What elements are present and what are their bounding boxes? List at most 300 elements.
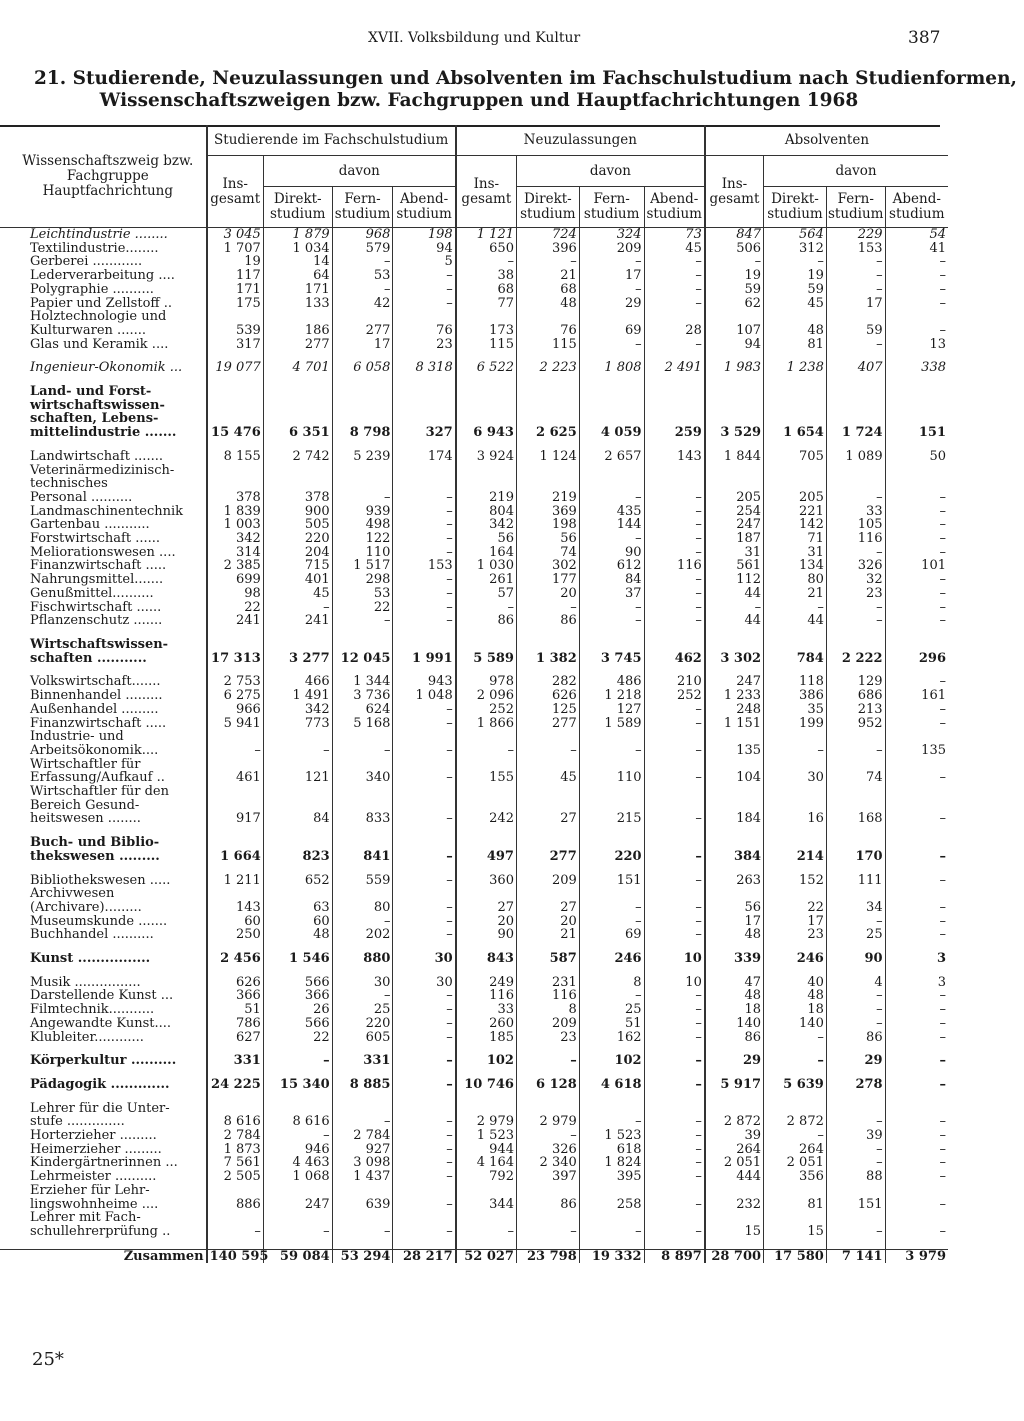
table-cell xyxy=(516,1092,579,1102)
table-cell: 952 xyxy=(826,717,885,731)
table-cell xyxy=(826,385,885,399)
table-cell: 76 xyxy=(516,324,579,338)
table-cell xyxy=(516,412,579,426)
table-cell: – xyxy=(885,1198,948,1212)
table-cell xyxy=(456,628,517,638)
table-cell: 1 866 xyxy=(456,717,517,731)
table-cell: 164 xyxy=(456,546,517,560)
table-row xyxy=(0,361,948,375)
table-cell: 462 xyxy=(644,652,705,666)
table-cell xyxy=(885,1239,948,1250)
table-cell: – xyxy=(332,989,393,1003)
table-cell xyxy=(332,628,393,638)
row-label: Papier und Zellstoff .. xyxy=(30,296,173,311)
subcol-abendstudium: Abend-studium xyxy=(644,187,705,228)
table-cell: 302 xyxy=(516,559,579,573)
table-cell: 566 xyxy=(263,976,332,990)
table-cell: 2 340 xyxy=(516,1156,579,1170)
table-cell xyxy=(393,628,456,638)
table-cell xyxy=(579,375,644,385)
table-cell: – xyxy=(644,614,705,628)
table-row xyxy=(0,758,948,772)
table-cell: 1 030 xyxy=(456,559,517,573)
table-cell xyxy=(263,1211,332,1225)
table-row xyxy=(0,324,948,338)
table-cell: 326 xyxy=(826,559,885,573)
table-cell: 161 xyxy=(885,689,948,703)
table-cell xyxy=(332,1102,393,1116)
table-cell xyxy=(885,785,948,799)
table-cell: – xyxy=(644,928,705,942)
table-cell: 1 238 xyxy=(764,361,827,375)
row-label xyxy=(0,351,207,361)
table-cell: 10 xyxy=(644,952,705,966)
table-cell: – xyxy=(885,1115,948,1129)
table-cell: 17 xyxy=(579,269,644,283)
table-cell: – xyxy=(826,989,885,1003)
table-cell xyxy=(826,758,885,772)
table-cell: – xyxy=(826,1156,885,1170)
table-cell: 21 xyxy=(516,269,579,283)
table-cell: 250 xyxy=(207,928,264,942)
table-cell: 155 xyxy=(456,771,517,785)
subcol-abendstudium: Abend-studium xyxy=(885,187,948,228)
row-label: Kulturwaren ....... xyxy=(30,323,146,338)
table-cell xyxy=(644,1102,705,1116)
table-cell: – xyxy=(332,614,393,628)
table-cell: – xyxy=(644,1198,705,1212)
table-cell: – xyxy=(644,915,705,929)
table-cell xyxy=(207,1184,264,1198)
table-cell: – xyxy=(826,614,885,628)
table-cell: 3 979 xyxy=(885,1249,948,1263)
table-cell: 498 xyxy=(332,518,393,532)
table-cell xyxy=(764,826,827,836)
table-cell: 277 xyxy=(516,717,579,731)
table-cell: 261 xyxy=(456,573,517,587)
table-cell: 3 529 xyxy=(705,426,764,440)
table-cell: – xyxy=(644,703,705,717)
table-cell xyxy=(705,826,764,836)
table-cell: 18 xyxy=(705,1003,764,1017)
spacer-row xyxy=(0,1239,948,1250)
table-cell: 324 xyxy=(579,228,644,242)
table-cell xyxy=(885,836,948,850)
table-cell: 823 xyxy=(263,850,332,864)
table-cell xyxy=(644,477,705,491)
table-cell: 1 664 xyxy=(207,850,264,864)
table-cell: – xyxy=(885,1054,948,1068)
table-cell: 6 128 xyxy=(516,1078,579,1092)
table-cell xyxy=(705,799,764,813)
table-cell: 34 xyxy=(826,901,885,915)
table-cell: 90 xyxy=(579,546,644,560)
row-label xyxy=(0,864,207,874)
table-cell: – xyxy=(705,255,764,269)
subcol-insgesamt: Ins-gesamt xyxy=(705,156,764,228)
table-cell: 6 522 xyxy=(456,361,517,375)
running-head: XVII. Volksbildung und Kultur xyxy=(368,30,581,46)
table-cell: 3 302 xyxy=(705,652,764,666)
table-cell: 50 xyxy=(885,450,948,464)
table-cell: – xyxy=(885,283,948,297)
table-cell: – xyxy=(579,989,644,1003)
table-cell: 7 141 xyxy=(826,1249,885,1263)
table-cell xyxy=(644,785,705,799)
table-cell xyxy=(705,310,764,324)
table-cell: 98 xyxy=(207,587,264,601)
davon-label: davon xyxy=(764,156,948,187)
table-cell xyxy=(207,412,264,426)
table-cell xyxy=(579,799,644,813)
table-cell: – xyxy=(885,928,948,942)
table-cell: 605 xyxy=(332,1031,393,1045)
table-cell: 140 xyxy=(764,1017,827,1031)
table-cell: 4 164 xyxy=(456,1156,517,1170)
table-cell xyxy=(826,826,885,836)
table-cell: 220 xyxy=(579,850,644,864)
table-row xyxy=(0,675,948,689)
table-cell: 22 xyxy=(332,601,393,615)
table-cell: 153 xyxy=(826,242,885,256)
table-cell: 705 xyxy=(764,450,827,464)
table-cell: 118 xyxy=(764,675,827,689)
table-row xyxy=(0,1003,948,1017)
table-cell: 587 xyxy=(516,952,579,966)
table-cell xyxy=(263,1184,332,1198)
row-label: Nahrungsmittel....... xyxy=(30,573,164,587)
table-cell xyxy=(263,799,332,813)
table-row xyxy=(0,1143,948,1157)
table-row xyxy=(0,689,948,703)
table-cell xyxy=(705,375,764,385)
table-cell: 51 xyxy=(579,1017,644,1031)
table-row xyxy=(0,771,948,785)
table-cell xyxy=(516,1211,579,1225)
table-cell: 30 xyxy=(764,771,827,785)
table-cell: 204 xyxy=(263,546,332,560)
table-cell: 2 784 xyxy=(207,1129,264,1143)
table-cell: 102 xyxy=(456,1054,517,1068)
table-cell: 84 xyxy=(579,573,644,587)
table-cell: 48 xyxy=(764,324,827,338)
table-cell: – xyxy=(393,269,456,283)
table-cell: 1 546 xyxy=(263,952,332,966)
table-cell: 1 879 xyxy=(263,228,332,242)
row-label: Leichtindustrie ........ xyxy=(30,227,168,242)
table-cell xyxy=(705,836,764,850)
table-cell xyxy=(207,1211,264,1225)
table-cell xyxy=(644,375,705,385)
table-cell: – xyxy=(885,297,948,311)
table-cell: – xyxy=(885,324,948,338)
table-cell: 1 124 xyxy=(516,450,579,464)
table-cell xyxy=(207,826,264,836)
table-cell: – xyxy=(263,1054,332,1068)
table-cell: 101 xyxy=(885,559,948,573)
row-label: wirtschaftswissen- xyxy=(30,398,165,413)
row-label: Pädagogik ............. xyxy=(30,1077,170,1092)
subcol-abendstudium: Abend-studium xyxy=(393,187,456,228)
table-cell xyxy=(644,887,705,901)
table-cell: 686 xyxy=(826,689,885,703)
table-cell xyxy=(516,375,579,385)
table-cell xyxy=(332,375,393,385)
table-row xyxy=(0,874,948,888)
table-cell: 69 xyxy=(579,928,644,942)
table-cell: 3 924 xyxy=(456,450,517,464)
table-cell: 1 523 xyxy=(456,1129,517,1143)
table-cell: 626 xyxy=(516,689,579,703)
table-cell: – xyxy=(332,744,393,758)
row-label: Wirtschaftler für xyxy=(30,757,141,772)
table-cell: 51 xyxy=(207,1003,264,1017)
table-cell: 69 xyxy=(579,324,644,338)
table-cell: – xyxy=(393,1129,456,1143)
table-cell: 198 xyxy=(393,228,456,242)
table-cell xyxy=(705,464,764,478)
table-cell: 23 xyxy=(826,587,885,601)
table-cell: 213 xyxy=(826,703,885,717)
table-cell: 153 xyxy=(393,559,456,573)
table-cell xyxy=(579,836,644,850)
table-row xyxy=(0,338,948,352)
row-label: Heimerzieher ......... xyxy=(30,1142,162,1157)
table-cell: – xyxy=(644,1225,705,1239)
table-row xyxy=(0,1078,948,1092)
davon-label: davon xyxy=(516,156,704,187)
table-cell: 39 xyxy=(705,1129,764,1143)
table-cell: – xyxy=(456,601,517,615)
table-cell xyxy=(516,730,579,744)
row-label: stufe .............. xyxy=(30,1115,125,1130)
table-cell: 2 096 xyxy=(456,689,517,703)
table-cell: 22 xyxy=(263,1031,332,1045)
table-cell: 6 275 xyxy=(207,689,264,703)
table-cell xyxy=(456,385,517,399)
table-cell: – xyxy=(885,269,948,283)
table-cell: 277 xyxy=(263,338,332,352)
table-cell: 2 385 xyxy=(207,559,264,573)
table-cell: 1 707 xyxy=(207,242,264,256)
table-cell xyxy=(393,730,456,744)
table-cell xyxy=(644,628,705,638)
table-cell: 342 xyxy=(263,703,332,717)
table-cell: 231 xyxy=(516,976,579,990)
table-cell: 44 xyxy=(705,587,764,601)
table-cell: 396 xyxy=(516,242,579,256)
table-cell xyxy=(263,836,332,850)
table-cell xyxy=(826,1184,885,1198)
table-cell: 23 xyxy=(516,1031,579,1045)
table-cell: 18 xyxy=(764,1003,827,1017)
statistics-table xyxy=(0,125,950,1263)
table-cell: – xyxy=(207,744,264,758)
table-cell: – xyxy=(456,1225,517,1239)
table-row xyxy=(0,638,948,652)
table-cell: 8 318 xyxy=(393,361,456,375)
row-label: Kindergärtnerinnen ... xyxy=(30,1156,178,1171)
table-cell: 773 xyxy=(263,717,332,731)
table-cell: – xyxy=(885,1078,948,1092)
table-cell xyxy=(332,730,393,744)
table-cell xyxy=(393,638,456,652)
table-cell: 627 xyxy=(207,1031,264,1045)
table-row xyxy=(0,310,948,324)
table-cell: 3 045 xyxy=(207,228,264,242)
table-cell: 505 xyxy=(263,518,332,532)
table-cell: – xyxy=(826,1003,885,1017)
table-cell: 258 xyxy=(579,1198,644,1212)
table-cell xyxy=(644,310,705,324)
table-cell xyxy=(885,1068,948,1078)
table-cell: 29 xyxy=(579,297,644,311)
table-cell xyxy=(263,1092,332,1102)
table-cell: 199 xyxy=(764,717,827,731)
table-cell: – xyxy=(393,614,456,628)
table-cell xyxy=(456,826,517,836)
table-cell xyxy=(705,1102,764,1116)
table-cell: 17 313 xyxy=(207,652,264,666)
table-row xyxy=(0,887,948,901)
table-cell: 40 xyxy=(764,976,827,990)
table-cell xyxy=(885,864,948,874)
table-cell xyxy=(393,399,456,413)
table-cell: – xyxy=(885,1143,948,1157)
table-cell: 1 233 xyxy=(705,689,764,703)
table-cell: 5 168 xyxy=(332,717,393,731)
table-cell: 263 xyxy=(705,874,764,888)
row-label: Gerberei ............ xyxy=(30,255,143,270)
table-cell: 209 xyxy=(516,1017,579,1031)
table-cell: 8 155 xyxy=(207,450,264,464)
table-cell: 32 xyxy=(826,573,885,587)
table-cell xyxy=(705,399,764,413)
table-cell xyxy=(456,477,517,491)
table-row xyxy=(0,915,948,929)
table-cell: 140 595 xyxy=(207,1249,264,1263)
table-cell: 7 561 xyxy=(207,1156,264,1170)
table-row xyxy=(0,1031,948,1045)
table-cell xyxy=(826,477,885,491)
table-title xyxy=(34,68,1017,112)
subcol-direktstudium: Direkt-studium xyxy=(263,187,332,228)
row-label xyxy=(0,375,207,385)
table-cell xyxy=(764,1092,827,1102)
table-row xyxy=(0,1054,948,1068)
table-cell: 880 xyxy=(332,952,393,966)
table-cell xyxy=(764,464,827,478)
table-cell: 17 xyxy=(826,297,885,311)
table-cell: 42 xyxy=(332,297,393,311)
table-cell: – xyxy=(826,1017,885,1031)
table-row xyxy=(0,518,948,532)
table-cell xyxy=(263,385,332,399)
group-header-studierende: Studierende im Fachschulstudium xyxy=(207,125,456,156)
row-label: Außenhandel ......... xyxy=(30,702,159,717)
printer-signature: 25* xyxy=(32,1349,64,1370)
table-cell: 107 xyxy=(705,324,764,338)
table-cell: 53 294 xyxy=(332,1249,393,1263)
table-cell: 8 798 xyxy=(332,426,393,440)
table-cell: 3 736 xyxy=(332,689,393,703)
table-cell: 59 xyxy=(826,324,885,338)
row-label xyxy=(0,826,207,836)
table-cell xyxy=(332,638,393,652)
table-cell: – xyxy=(826,601,885,615)
table-cell: 71 xyxy=(764,532,827,546)
table-cell: – xyxy=(644,901,705,915)
table-cell: 5 589 xyxy=(456,652,517,666)
table-cell xyxy=(516,399,579,413)
row-label: Finanzwirtschaft ..... xyxy=(30,559,167,574)
table-cell: 122 xyxy=(332,532,393,546)
table-cell: – xyxy=(393,1078,456,1092)
table-cell xyxy=(516,628,579,638)
table-cell: 338 xyxy=(885,361,948,375)
row-label: Archivwesen xyxy=(30,887,115,901)
table-cell: 277 xyxy=(516,850,579,864)
table-cell: 939 xyxy=(332,505,393,519)
table-cell: 559 xyxy=(332,874,393,888)
row-label: Textilindustrie........ xyxy=(30,241,159,256)
table-cell xyxy=(456,799,517,813)
table-cell xyxy=(516,799,579,813)
table-cell xyxy=(516,385,579,399)
table-cell: – xyxy=(644,874,705,888)
table-cell xyxy=(705,638,764,652)
table-cell: 27 xyxy=(456,901,517,915)
table-cell: 81 xyxy=(764,338,827,352)
table-cell: – xyxy=(644,255,705,269)
table-cell: 20 xyxy=(456,915,517,929)
subcol-insgesamt: Ins-gesamt xyxy=(456,156,517,228)
title-line-2: Wissenschaftszweigen bzw. Fachgruppen und Hauptfachrichtungen 1968 xyxy=(99,90,859,111)
table-cell: – xyxy=(885,573,948,587)
table-cell: 943 xyxy=(393,675,456,689)
table-cell xyxy=(393,758,456,772)
table-cell: – xyxy=(764,1054,827,1068)
table-cell: 52 027 xyxy=(456,1249,517,1263)
table-cell xyxy=(705,412,764,426)
table-cell: 184 xyxy=(705,812,764,826)
table-cell: 242 xyxy=(456,812,517,826)
table-cell: 90 xyxy=(826,952,885,966)
table-cell: – xyxy=(885,1156,948,1170)
table-cell: – xyxy=(644,1115,705,1129)
table-cell xyxy=(393,1211,456,1225)
table-cell xyxy=(207,758,264,772)
table-cell: 247 xyxy=(263,1198,332,1212)
row-label: Erfassung/Aufkauf .. xyxy=(30,771,165,786)
table-cell: 20 xyxy=(516,587,579,601)
row-label: Lederverarbeitung .... xyxy=(30,269,175,283)
table-cell: 1 873 xyxy=(207,1143,264,1157)
row-label: Buch- und Biblio- xyxy=(30,836,160,850)
table-cell: – xyxy=(393,771,456,785)
table-cell: 4 059 xyxy=(579,426,644,440)
table-cell: 841 xyxy=(332,850,393,864)
table-row xyxy=(0,928,948,942)
table-cell: – xyxy=(393,850,456,864)
table-cell: 786 xyxy=(207,1017,264,1031)
table-cell: 74 xyxy=(826,771,885,785)
table-cell: 968 xyxy=(332,228,393,242)
table-cell: – xyxy=(393,1170,456,1184)
table-cell xyxy=(263,887,332,901)
table-cell: 135 xyxy=(885,744,948,758)
table-cell: – xyxy=(885,1017,948,1031)
